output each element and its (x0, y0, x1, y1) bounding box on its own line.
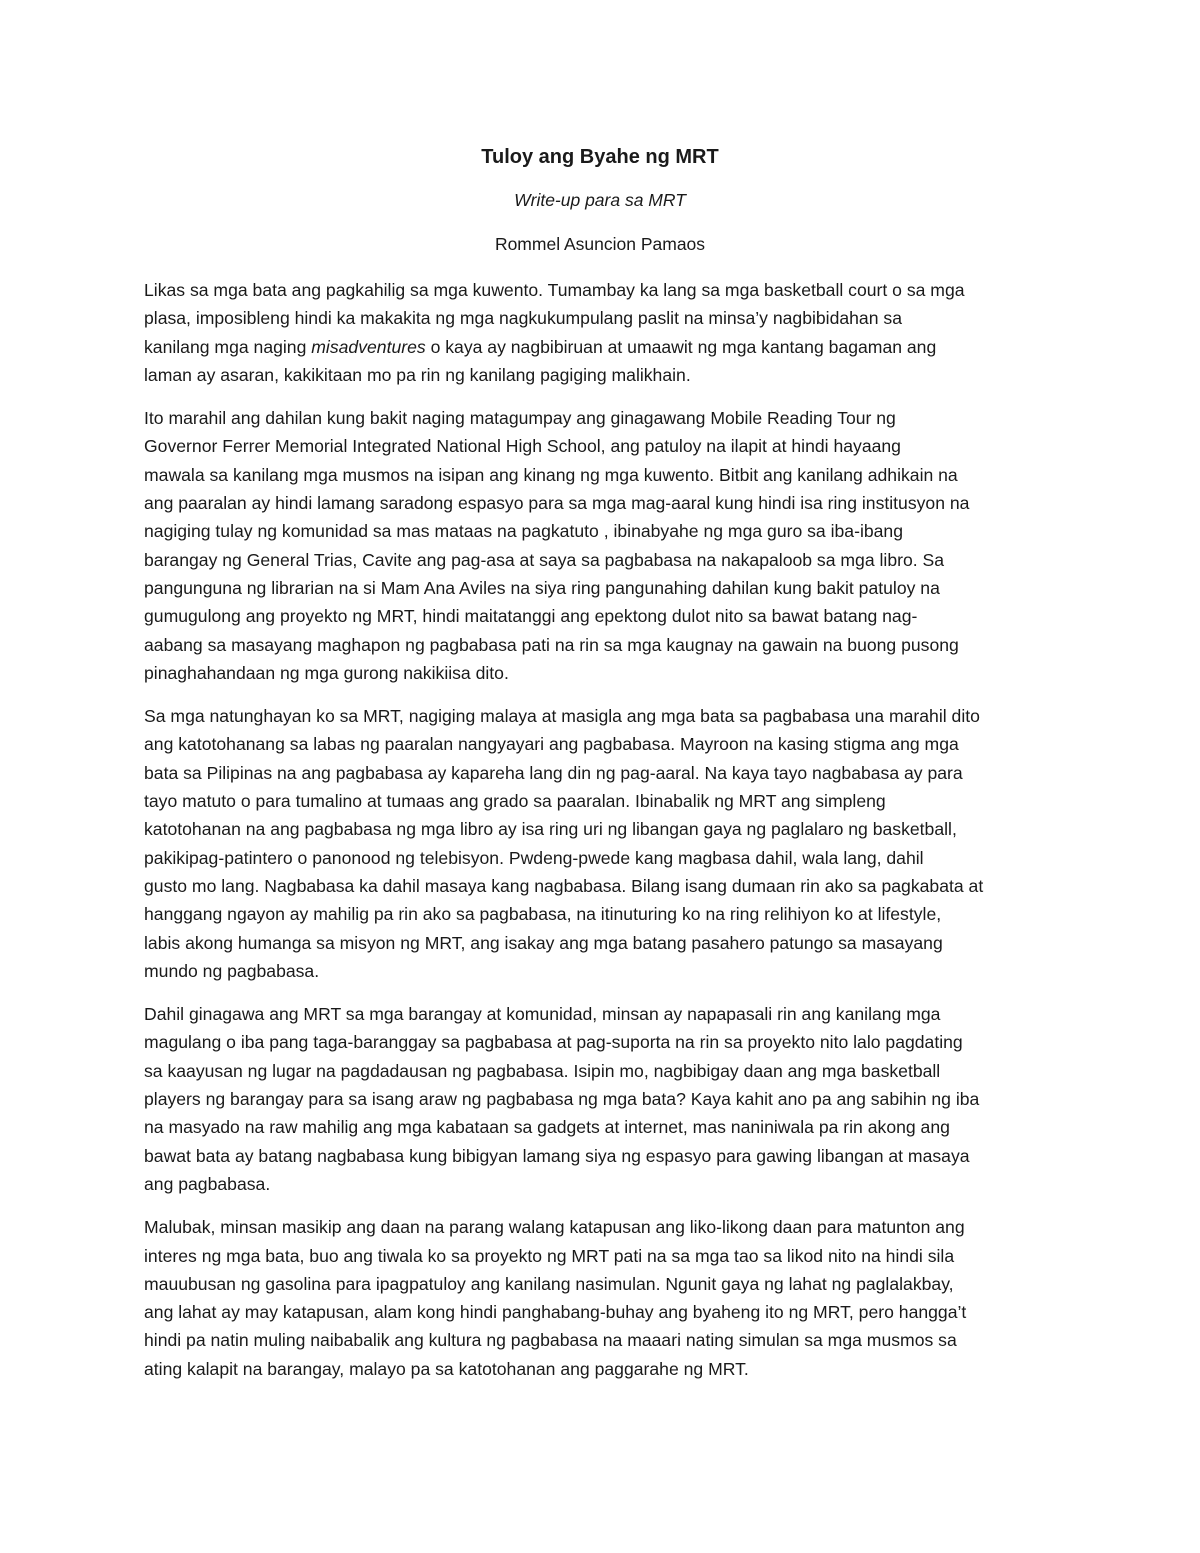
text-line: Ito marahil ang dahilan kung bakit naging matagumpay ang ginagawang Mobile Reading Tour ng (144, 408, 896, 429)
text-line: bata sa Pilipinas na ang pagbabasa ay kapareha lang din ng pag-aaral. Na kaya tayo nagbabasa ay para (144, 762, 963, 783)
document-title: Tuloy ang Byahe ng MRT (481, 146, 719, 168)
text-line: Sa mga natunghayan ko sa MRT, nagiging malaya at masigla ang mga bata sa pagbabasa una marahil dito (144, 706, 980, 727)
text-line: mundo ng pagbabasa. (144, 960, 320, 981)
text-line: bawat bata ay batang nagbabasa kung bibigyan lamang siya ng espasyo para gawing libangan at masaya (144, 1145, 970, 1166)
text-line: tayo matuto o para tumalino at tumaas ang grado sa paaralan. Ibinabalik ng MRT ang simpleng (144, 791, 886, 812)
text-line: ating kalapit na barangay, malayo pa sa katotohanan ang paggarahe ng MRT. (144, 1358, 749, 1379)
text-line: Likas sa mga bata ang pagkahilig sa mga kuwento. Tumambay ka lang sa mga basketball court o sa mga (144, 280, 965, 300)
text-line: pakikipag-patintero o panonood ng telebisyon. Pwdeng-pwede kang magbasa dahil, wala lang, dahil (144, 847, 924, 868)
paragraph (144, 702, 1060, 985)
text-line: Dahil ginagawa ang MRT sa mga barangay at komunidad, minsan ay napapasali rin ang kanilang mga (144, 1004, 941, 1025)
text-line: pangunguna ng librarian na si Mam Ana Aviles na siya ring pangunahing dahilan kung bakit patuloy na (144, 577, 940, 598)
text-line: mawala sa kanilang mga musmos na isipan ang kinang ng mga kuwento. Bitbit ang kanilang adhikain na (144, 464, 958, 485)
text-line: sa kaayusan ng lugar na pagdadausan ng pagbabasa. Isipin mo, nagbibigay daan ang mga basketball (144, 1060, 941, 1081)
text-line: barangay ng General Trias, Cavite ang pag-asa at saya sa pagbabasa na nakapaloob sa mga libro. Sa (144, 549, 945, 570)
text-line: plasa, imposibleng hindi ka makakita ng mga nagkukumpulang paslit na minsa’y nagbibidahan sa (144, 308, 902, 329)
text-line (144, 333, 1060, 361)
text-line: laman ay asaran, kakikitaan mo pa rin ng kanilang pagiging malikhain. (144, 364, 691, 385)
paragraph (144, 276, 1060, 389)
text-line: na masyado na raw mahilig ang mga kabataan sa gadgets at internet, mas naniniwala pa rin akong ang (144, 1117, 950, 1138)
text-line: magulang o iba pang taga-baranggay sa pagbabasa at pag-suporta na rin sa proyekto nito lalo pagdating (144, 1032, 963, 1053)
document-body (144, 276, 1060, 1398)
text-line: pinaghahandaan ng mga gurong nakikiisa dito. (144, 662, 509, 683)
paragraph (144, 1213, 1060, 1383)
text-line: hanggang ngayon ay mahilig pa rin ako sa pagbabasa, na itinuturing ko na ring relihiyon ko at lifestyle, (144, 904, 942, 925)
text-line: gusto mo lang. Nagbabasa ka dahil masaya kang nagbabasa. Bilang isang dumaan rin ako sa pagkabata at (144, 875, 984, 896)
text-line: aabang sa masayang maghapon ng pagbabasa pati na rin sa mga kaugnay na gawain na buong pusong (144, 634, 959, 655)
text-line: mauubusan ng gasolina para ipagpatuloy ang kanilang nasimulan. Ngunit gaya ng lahat ng paglalakbay, (144, 1273, 954, 1294)
text-line: hindi pa natin muling naibabalik ang kultura ng pagbabasa na maaari nating simulan sa mga musmos sa (144, 1330, 957, 1351)
italic-term: misadventures (311, 336, 426, 357)
text-run: kanilang mga naging (144, 336, 312, 357)
text-line: Governor Ferrer Memorial Integrated National High School, ang patuloy na ilapit at hindi hayaang (144, 436, 901, 457)
paragraph (144, 404, 1060, 687)
text-run: o kaya ay nagbibiruan at umaawit ng mga kantang bagaman ang (425, 336, 937, 357)
text-line: interes ng mga bata, buo ang tiwala ko sa proyekto ng MRT pati na sa mga tao sa likod nito na hindi sila (144, 1245, 955, 1266)
text-line: players ng barangay para sa isang araw ng pagbabasa ng mga bata? Kaya kahit ano pa ang sabihin ng iba (144, 1089, 980, 1110)
text-line: katotohanan na ang pagbabasa ng mga libro ay isa ring uri ng libangan gaya ng paglalaro ng basketball, (144, 819, 957, 840)
text-line: nagiging tulay ng komunidad sa mas mataas na pagkatuto , ibinabyahe ng mga guro sa iba-ibang (144, 521, 903, 542)
document-subtitle: Write-up para sa MRT (514, 190, 686, 210)
text-line: labis akong humanga sa misyon ng MRT, ang isakay ang mga batang pasahero patungo sa masayang (144, 932, 943, 953)
text-line: ang paaralan ay hindi lamang saradong espasyo para sa mga mag-aaral kung hindi isa ring institusyon na (144, 493, 970, 514)
text-line: ang katotohanang sa labas ng paaralan nangyayari ang pagbabasa. Mayroon na kasing stigma ang mga (144, 734, 959, 755)
text-line: ang lahat ay may katapusan, alam kong hindi panghabang-buhay ang byaheng ito ng MRT, pero hangga’t (144, 1302, 967, 1323)
paragraph (144, 1000, 1060, 1198)
text-line: Malubak, minsan masikip ang daan na parang walang katapusan ang liko-likong daan para matunton ang (144, 1217, 965, 1238)
text-line: gumugulong ang proyekto ng MRT, hindi maitatanggi ang epektong dulot nito sa bawat batang nag- (144, 606, 918, 627)
text-line: ang pagbabasa. (144, 1173, 271, 1194)
author-name: Rommel Asuncion Pamaos (494, 234, 706, 254)
